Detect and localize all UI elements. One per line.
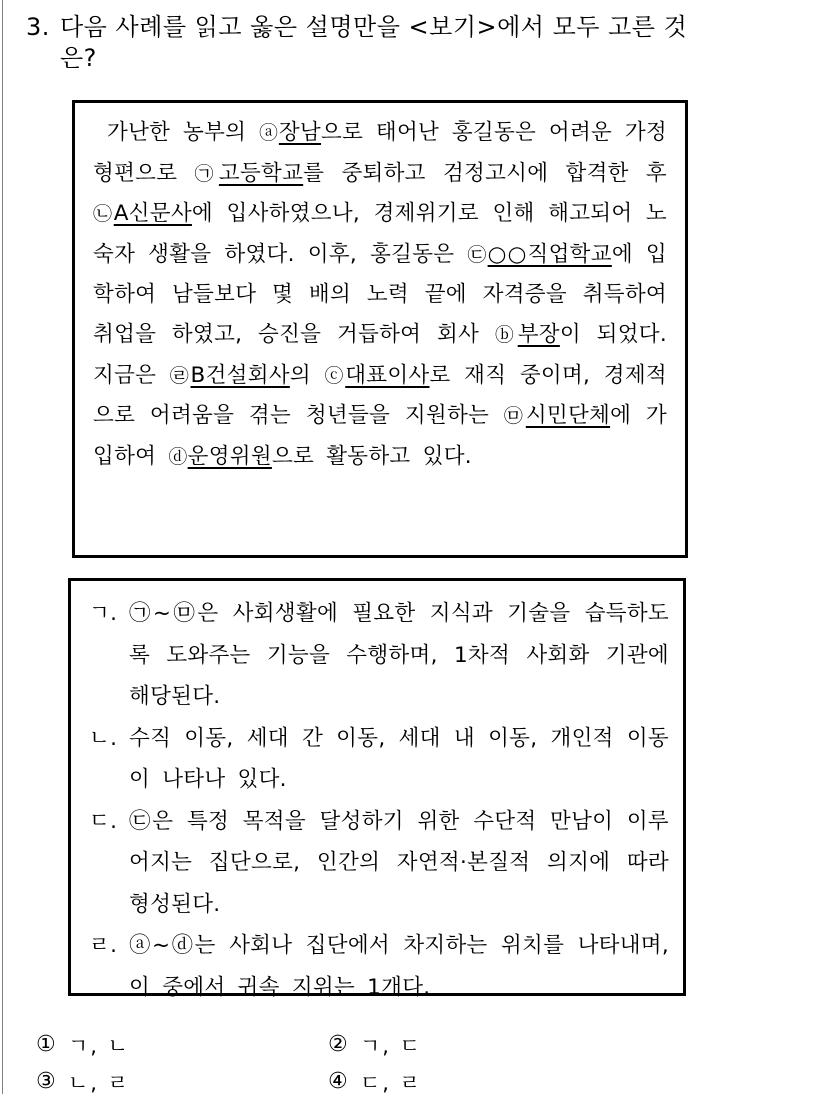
circled-marker: ⓒ	[324, 364, 346, 387]
question-number: 3.	[26, 13, 50, 41]
circled-marker: ㉤	[503, 405, 526, 428]
case-passage-box	[72, 100, 688, 558]
bogi-text: 수직 이동, 세대 간 이동, 세대 내 이동, 개인적 이동이 나타나 있다.	[129, 725, 669, 792]
bogi-text: ㉠~㉤은 사회생활에 필요한 지식과 기술을 습득하도록 도와주는 기능을 수행하며, 1차적 사회화 기관에 해당된다.	[129, 601, 669, 709]
bogi-item-nieun	[89, 718, 669, 801]
circled-marker: ⓑ	[494, 323, 518, 346]
circled-marker: ㉠	[194, 162, 219, 185]
underlined-term: ○○직업학교	[487, 241, 612, 267]
underlined-term: 운영위원	[187, 443, 272, 469]
circled-marker: ㉢	[467, 243, 488, 266]
passage-text: 에 입학하여 남들보다 몇 배의 노력 끝에 자격증을 취득하여 취업을 하였고, 승진을 거듭하여 회사	[93, 241, 667, 347]
passage-text: 가난한 농부의	[107, 120, 259, 145]
passage-text: 로 재직 중이며, 경제적으로 어려움을 겪는 청년들을 지원하는	[93, 362, 667, 429]
choice-number-1: ①	[36, 1032, 56, 1057]
bogi-item-rieul	[89, 925, 669, 1008]
choice-answer: ㄱ, ㄷ	[360, 1033, 422, 1058]
choice-2[interactable]	[328, 1030, 620, 1060]
underlined-term: 부장	[517, 321, 560, 347]
passage-text: 에 가입하여	[93, 403, 667, 469]
bogi-list	[89, 593, 669, 1008]
choice-4[interactable]	[328, 1067, 620, 1097]
underlined-term: 시민단체	[525, 403, 611, 429]
underlined-term: 고등학교	[218, 160, 304, 186]
choice-answer: ㄷ, ㄹ	[360, 1070, 422, 1095]
bogi-text: ㉢은 특정 목적을 달성하기 위한 수단적 만남이 이루어지는 집단으로, 인간의 자연적·본질적 의지에 따라 형성된다.	[129, 808, 669, 917]
choice-1[interactable]	[36, 1030, 328, 1060]
choice-number-3: ③	[36, 1069, 56, 1094]
bogi-item-giyeok	[89, 593, 669, 718]
choice-answer: ㄴ, ㄹ	[68, 1070, 130, 1095]
passage-text: 이 되었다. 지금은	[93, 321, 667, 388]
choice-number-2: ②	[328, 1032, 348, 1057]
passage-text: 의	[289, 362, 325, 388]
underlined-term: 장남	[278, 120, 321, 145]
question-line-1	[26, 12, 786, 43]
choice-number-4: ④	[328, 1069, 348, 1094]
question-stem	[26, 12, 786, 74]
underlined-term: B건설회사	[190, 362, 290, 388]
underlined-term: 대표이사	[345, 362, 430, 388]
bogi-text: ⓐ~ⓓ는 사회나 집단에서 차지하는 위치를 나타내며, 이 중에서 귀속 지위는 1개다.	[129, 933, 669, 1000]
circled-marker: ⓓ	[168, 445, 188, 468]
choice-3[interactable]	[36, 1067, 328, 1097]
question-line-2: 은?	[60, 44, 97, 72]
passage-text: 를 중퇴하고 검정고시에 합격한 후	[303, 160, 667, 186]
circled-marker: ㉣	[169, 364, 191, 387]
circled-marker: ㉡	[93, 203, 114, 226]
passage-text: 으로 활동하고 있다.	[271, 443, 472, 469]
passage-text: 으로 태어난 홍길동은 어려운 가정형편으로	[93, 120, 667, 186]
circled-marker: ⓐ	[258, 122, 279, 144]
bogi-key: ㄴ.	[89, 725, 118, 751]
choice-answer: ㄱ, ㄴ	[68, 1033, 130, 1058]
answer-choices	[36, 1026, 736, 1100]
question-text: 다음 사례를 읽고 옳은 설명만을 <보기>에서 모두 고른 것	[60, 13, 688, 41]
passage-text: 에 입사하였으나, 경제위기로 인해 해고되어 노숙자 생활을 하였다. 이후, 홍길동은	[93, 201, 667, 267]
choice-row-1	[36, 1026, 736, 1063]
bogi-item-digeut	[89, 801, 669, 926]
bogi-key: ㄷ.	[89, 808, 118, 834]
bogi-box	[68, 578, 686, 1000]
underlined-term: A신문사	[113, 201, 192, 227]
case-passage-text	[93, 113, 667, 477]
bogi-key: ㄹ.	[89, 933, 118, 958]
bogi-key: ㄱ.	[89, 601, 118, 626]
page-left-rule	[2, 0, 3, 1094]
choice-row-2	[36, 1063, 736, 1100]
